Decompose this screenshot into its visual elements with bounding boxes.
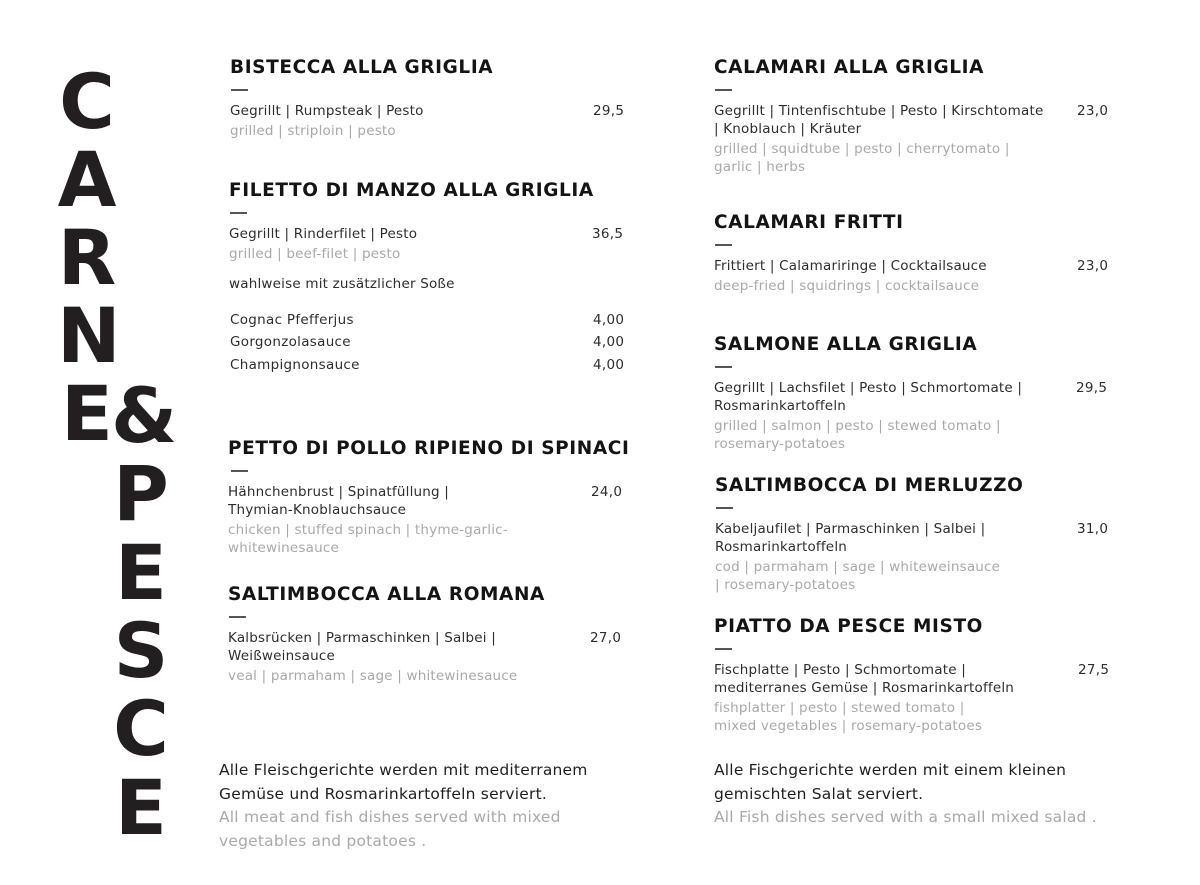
footer-text-de: Alle Fleischgerichte werden mit mediterranem Gemüse und Rosmarinkartoffeln serviert.: [219, 761, 588, 803]
dish-price: 29,5: [1076, 379, 1108, 396]
dish-title: CALAMARI ALLA GRIGLIA: [714, 57, 985, 78]
dish-description-de: Kalbsrücken | Parmaschinken | Salbei | Weißweinsauce: [228, 629, 496, 664]
dish-calamari-griglia: [714, 57, 1109, 176]
dish-description-de: Gegrillt | Rumpsteak | Pesto: [230, 102, 424, 119]
dish-title: SALTIMBOCCA ALLA ROMANA: [228, 584, 545, 605]
dish-description-de: Frittiert | Calamariringe | Cocktailsauce: [714, 257, 987, 274]
dish-description-en: grilled | striploin | pesto: [230, 122, 396, 139]
sauce-name: Champignonsauce: [230, 357, 360, 373]
dish-description-en: grilled | beef-filet | pesto: [229, 245, 401, 262]
dish-title: PIATTO DA PESCE MISTO: [714, 616, 984, 637]
divider: [230, 212, 247, 214]
divider: [231, 89, 248, 91]
dish-description-de: Gegrillt | Rinderfilet | Pesto: [229, 225, 418, 242]
dish-petto-di-pollo: [228, 438, 630, 557]
sauce-note: wahlweise mit zusätzlicher Soße: [229, 276, 455, 292]
dish-piatto-pesce-misto: [714, 616, 1109, 735]
dish-title: CALAMARI FRITTI: [714, 212, 904, 233]
dish-description-en: fishplatter | pesto | stewed tomato | mixed vegetables | rosemary-potatoes: [714, 699, 983, 734]
title-letter: E: [115, 528, 167, 617]
dish-salmone: [714, 334, 1109, 453]
dish-calamari-fritti: [714, 212, 1109, 295]
dish-title: SALTIMBOCCA DI MERLUZZO: [715, 475, 1024, 496]
title-letter: C: [113, 684, 169, 773]
dish-title: SALMONE ALLA GRIGLIA: [714, 334, 978, 355]
dish-saltimbocca-romana: [228, 584, 623, 685]
dish-description-en: chicken | stuffed spinach | thyme-garlic-whitewinesauce: [228, 521, 508, 556]
dish-description-de: Hähnchenbrust | Spinatfüllung | Thymian-Knoblauchsauce: [228, 483, 450, 518]
dish-bistecca: [230, 57, 625, 140]
sauce-name: Cognac Pfefferjus: [230, 312, 354, 328]
dish-saltimbocca-merluzzo: [715, 475, 1110, 594]
dish-title: FILETTO DI MANZO ALLA GRIGLIA: [229, 180, 594, 201]
dish-price: 29,5: [593, 102, 625, 119]
dish-price: 24,0: [591, 483, 623, 500]
dish-description-en: veal | parmaham | sage | whitewinesauce: [228, 667, 518, 684]
pesce-footer-note: [714, 759, 1114, 830]
title-letter: R: [57, 213, 117, 302]
dish-description-en: grilled | salmon | pesto | stewed tomato | rosemary-potatoes: [714, 417, 1001, 452]
sauce-price: 4,00: [593, 334, 625, 350]
divider: [715, 648, 732, 650]
footer-text-en: All meat and fish dishes served with mixed vegetables and potatoes .: [219, 808, 561, 850]
dish-price: 23,0: [1077, 102, 1109, 119]
dish-price: 23,0: [1077, 257, 1109, 274]
dish-price: 27,0: [590, 629, 622, 646]
dish-title: PETTO DI POLLO RIPIENO DI SPINACI: [228, 438, 630, 459]
footer-text-de: Alle Fischgerichte werden mit einem kleinen gemischten Salat serviert.: [714, 761, 1067, 803]
dish-title: BISTECCA ALLA GRIGLIA: [230, 57, 494, 78]
title-letter: S: [113, 606, 169, 695]
title-letter: P: [113, 449, 169, 538]
dish-price: 36,5: [592, 225, 624, 242]
sauce-price: 4,00: [593, 312, 625, 328]
title-letter: C: [59, 57, 115, 146]
divider: [231, 470, 248, 472]
dish-description-en: deep-fried | squidrings | cocktailsauce: [714, 277, 980, 294]
divider: [715, 366, 732, 368]
dish-price: 31,0: [1077, 520, 1109, 537]
divider: [229, 616, 246, 618]
footer-text-en: All Fish dishes served with a small mixed salad .: [714, 808, 1097, 826]
dish-price: 27,5: [1078, 661, 1110, 678]
title-letter: &: [111, 371, 178, 460]
divider: [715, 244, 732, 246]
dish-description-de: Kabeljaufilet | Parmaschinken | Salbei | Rosmarinkartoffeln: [715, 520, 986, 555]
dish-description-de: Fischplatte | Pesto | Schmortomate | mediterranes Gemüse | Rosmarinkartoffeln: [714, 661, 1015, 696]
title-letter: E: [115, 763, 167, 852]
divider: [715, 89, 732, 91]
dish-description-de: Gegrillt | Tintenfischtube | Pesto | Kirschtomate | Knoblauch | Kräuter: [714, 102, 1044, 137]
divider: [716, 507, 733, 509]
dish-filetto: [229, 180, 624, 263]
title-letter: A: [57, 135, 117, 224]
dish-description-en: cod | parmaham | sage | whiteweinsauce | rosemary-potatoes: [715, 558, 1001, 593]
dish-description-de: Gegrillt | Lachsfilet | Pesto | Schmortomate | Rosmarinkartoffeln: [714, 379, 1023, 414]
sauce-name: Gorgonzolasauce: [230, 334, 351, 350]
carne-footer-note: [219, 759, 609, 853]
sauce-price: 4,00: [593, 357, 625, 373]
title-letter: E: [61, 369, 113, 458]
title-letter: N: [57, 291, 121, 380]
dish-description-en: grilled | squidtube | pesto | cherrytomato | garlic | herbs: [714, 140, 1010, 175]
